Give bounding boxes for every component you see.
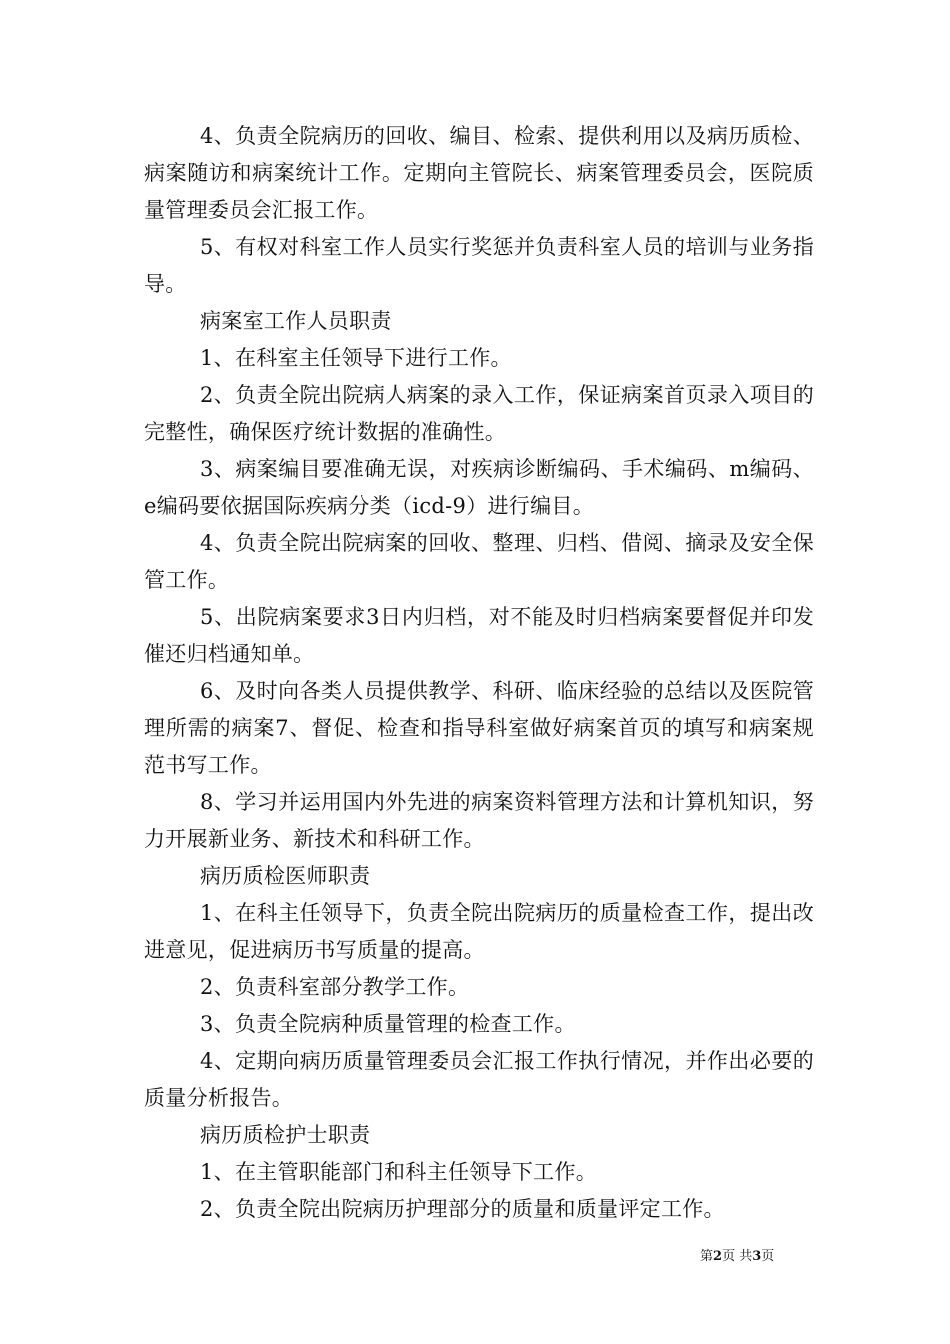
paragraph: 4、定期向病历质量管理委员会汇报工作执行情况，并作出必要的质量分析报告。 <box>144 1049 814 1110</box>
section-heading: 病案室工作人员职责 <box>200 309 392 333</box>
footer-prefix: 第 <box>700 1249 714 1264</box>
footer-suffix: 页 <box>761 1249 775 1264</box>
paragraph: 2、负责全院出院病历护理部分的质量和质量评定工作。 <box>200 1197 725 1221</box>
paragraph: 3、病案编目要准确无误，对疾病诊断编码、手术编码、m编码、e编码要依据国际疾病分类（icd-9）进行编目。 <box>144 457 814 518</box>
current-page-number: 2 <box>713 1249 723 1264</box>
section-heading: 病历质检护士职责 <box>200 1123 371 1147</box>
paragraph: 4、负责全院出院病案的回收、整理、归档、借阅、摘录及安全保管工作。 <box>144 531 814 592</box>
paragraph: 6、及时向各类人员提供教学、科研、临床经验的总结以及医院管理所需的病案7、督促、检查和指导科室做好病案首页的填写和病案规范书写工作。 <box>144 679 814 777</box>
paragraph: 1、在主管职能部门和科主任领导下工作。 <box>200 1160 598 1184</box>
paragraph: 5、出院病案要求3日内归档，对不能及时归档病案要督促并印发催还归档通知单。 <box>144 605 814 666</box>
paragraph: 1、在科室主任领导下进行工作。 <box>200 346 512 370</box>
page-number-footer <box>700 1245 774 1264</box>
paragraph: 8、学习并运用国内外先进的病案资料管理方法和计算机知识，努力开展新业务、新技术和科研工作。 <box>144 790 814 851</box>
paragraph: 2、负责全院出院病人病案的录入工作，保证病案首页录入项目的完整性，确保医疗统计数据的准确性。 <box>144 383 814 444</box>
document-body <box>144 118 814 1228</box>
total-page-number: 3 <box>752 1249 762 1264</box>
footer-middle: 页 共 <box>722 1249 753 1264</box>
section-heading: 病历质检医师职责 <box>200 864 371 888</box>
paragraph: 1、在科主任领导下，负责全院出院病历的质量检查工作，提出改进意见，促进病历书写质量的提高。 <box>144 901 814 962</box>
paragraph: 4、负责全院病历的回收、编目、检索、提供利用以及病历质检、病案随访和病案统计工作。定期向主管院长、病案管理委员会，医院质量管理委员会汇报工作。 <box>144 124 814 222</box>
paragraph: 3、负责全院病种质量管理的检查工作。 <box>200 1012 576 1036</box>
paragraph: 5、有权对科室工作人员实行奖惩并负责科室人员的培训与业务指导。 <box>144 235 814 296</box>
paragraph: 2、负责科室部分教学工作。 <box>200 975 470 999</box>
